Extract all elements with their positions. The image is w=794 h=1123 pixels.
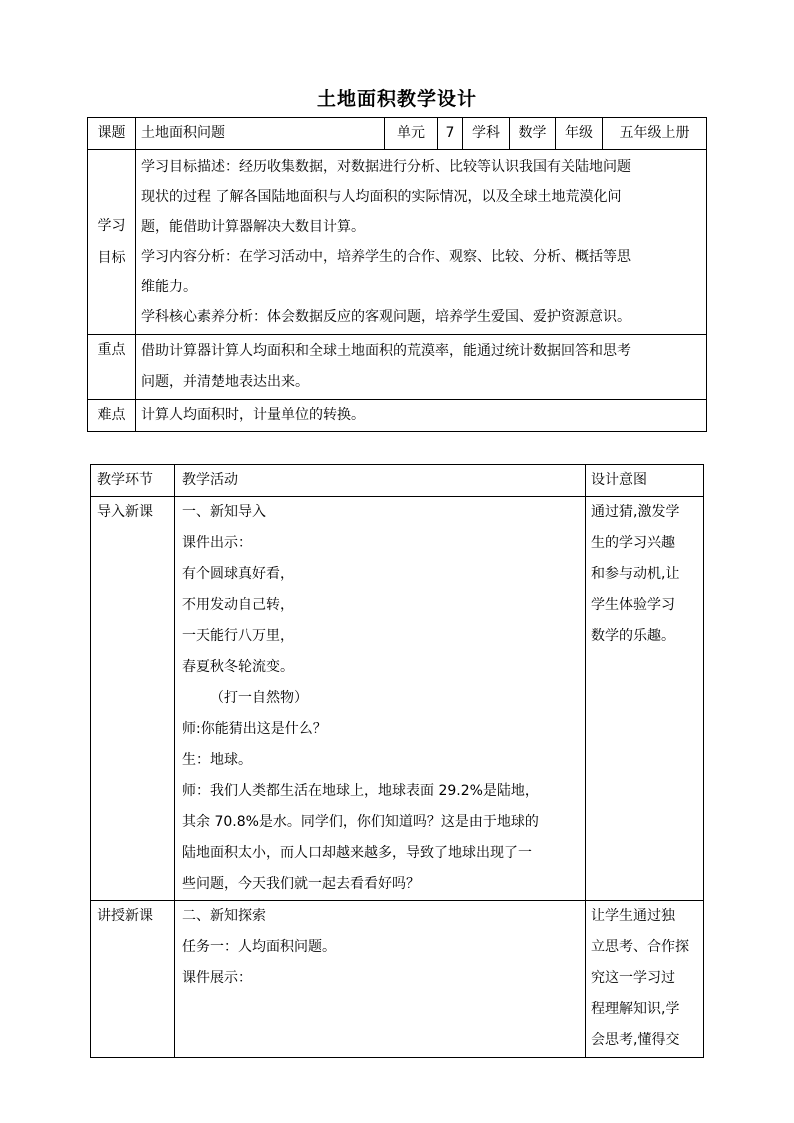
activity-line: 一、新知导入 [182, 504, 266, 520]
plan-header-row [91, 465, 704, 497]
activity-line: 课件出示： [182, 535, 252, 551]
header-intent: 设计意图 [586, 465, 704, 497]
key-line: 借助计算器计算人均面积和全球土地面积的荒漠率，能通过统计数据回答和思考 [141, 343, 631, 359]
topic-value: 土地面积问题 [136, 118, 385, 150]
objectives-line: 题，能借助计算器解决大数目计算。 [141, 219, 365, 235]
plan-row-intro [91, 497, 704, 901]
objectives-line: 学习目标描述：经历收集数据，对数据进行分析、比较等认识我国有关陆地问题 [141, 159, 631, 175]
intent-line: 和参与动机,让 [591, 566, 680, 582]
activity-line: 生：地球。 [182, 752, 252, 768]
activity-line: 陆地面积太小，而人口却越来越多，导致了地球出现了一 [182, 845, 532, 861]
activity-line: 任务一：人均面积问题。 [182, 939, 336, 955]
activity-line: 些问题，今天我们就一起去看看好吗？ [182, 876, 420, 892]
intent-line: 数学的乐趣。 [591, 628, 675, 644]
intent-line: 立思考、合作探 [591, 939, 689, 955]
stage-intro: 导入新课 [91, 497, 175, 901]
page-title: 土地面积教学设计 [316, 88, 477, 110]
activity-line: 师:你能猜出这是什么？ [182, 721, 327, 737]
unit-value: 7 [438, 118, 463, 150]
objectives-content [136, 150, 707, 335]
plan-row-new-lesson [91, 901, 704, 1058]
course-info-table [87, 117, 707, 432]
header-stage: 教学环节 [91, 465, 175, 497]
objectives-line: 学习内容分析：在学习活动中，培养学生的合作、观察、比较、分析、概括等思 [141, 249, 631, 265]
info-row-key-points [88, 335, 707, 400]
objectives-line: 维能力。 [141, 279, 197, 295]
subject-value: 数学 [510, 118, 556, 150]
intent-line: 究这一学习过 [591, 970, 675, 986]
intent-line: 程理解知识,学 [591, 1001, 680, 1017]
activity-line: 不用发动自己转， [182, 597, 294, 613]
header-activity: 教学活动 [175, 465, 586, 497]
unit-label: 单元 [385, 118, 438, 150]
difficulty-content: 计算人均面积时，计量单位的转换。 [136, 400, 707, 432]
objectives-label-line-2: 目标 [97, 250, 126, 266]
info-row-difficulty [88, 400, 707, 432]
activity-line: 春夏秋冬轮流变。 [182, 659, 294, 675]
activity-line: 师：我们人类都生活在地球上，地球表面 29.2%是陆地， [182, 783, 539, 799]
key-label: 重点 [88, 335, 136, 400]
subject-label: 学科 [463, 118, 510, 150]
intent-line: 让学生通过独 [591, 908, 675, 924]
intent-line: 通过猜,激发学 [591, 504, 680, 520]
activity-line: （打一自然物） [210, 690, 308, 706]
grade-value: 五年级上册 [603, 118, 707, 150]
intent-line: 会思考,懂得交 [591, 1032, 680, 1048]
objectives-line: 现状的过程 了解各国陆地面积与人均面积的实际情况，以及全球土地荒漠化问 [141, 189, 622, 205]
intent-line: 学生体验学习 [591, 597, 675, 613]
topic-label: 课题 [88, 118, 136, 150]
activity-line: 其余 70.8%是水。同学们，你们知道吗？这是由于地球的 [182, 814, 539, 830]
intent-new-lesson [586, 901, 704, 1058]
intent-line: 生的学习兴趣 [591, 535, 675, 551]
grade-label: 年级 [556, 118, 603, 150]
key-line: 问题，并清楚地表达出来。 [141, 374, 309, 390]
objectives-line: 学科核心素养分析：体会数据反应的客观问题，培养学生爱国、爱护资源意识。 [141, 309, 631, 325]
objectives-label-line-1: 学习 [97, 218, 126, 234]
stage-new-lesson: 讲授新课 [91, 901, 175, 1058]
activity-line: 二、新知探索 [182, 908, 266, 924]
activity-line: 有个圆球真好看， [182, 566, 294, 582]
activity-line: 课件展示： [182, 970, 252, 986]
key-content [136, 335, 707, 400]
activity-line: 一天能行八万里， [182, 628, 294, 644]
info-row-topic [88, 118, 707, 150]
objectives-label [88, 150, 136, 335]
info-row-objectives [88, 150, 707, 335]
activity-new-lesson [175, 901, 586, 1058]
intent-intro [586, 497, 704, 901]
activity-intro [175, 497, 586, 901]
teaching-plan-table [90, 464, 704, 1058]
difficulty-label: 难点 [88, 400, 136, 432]
